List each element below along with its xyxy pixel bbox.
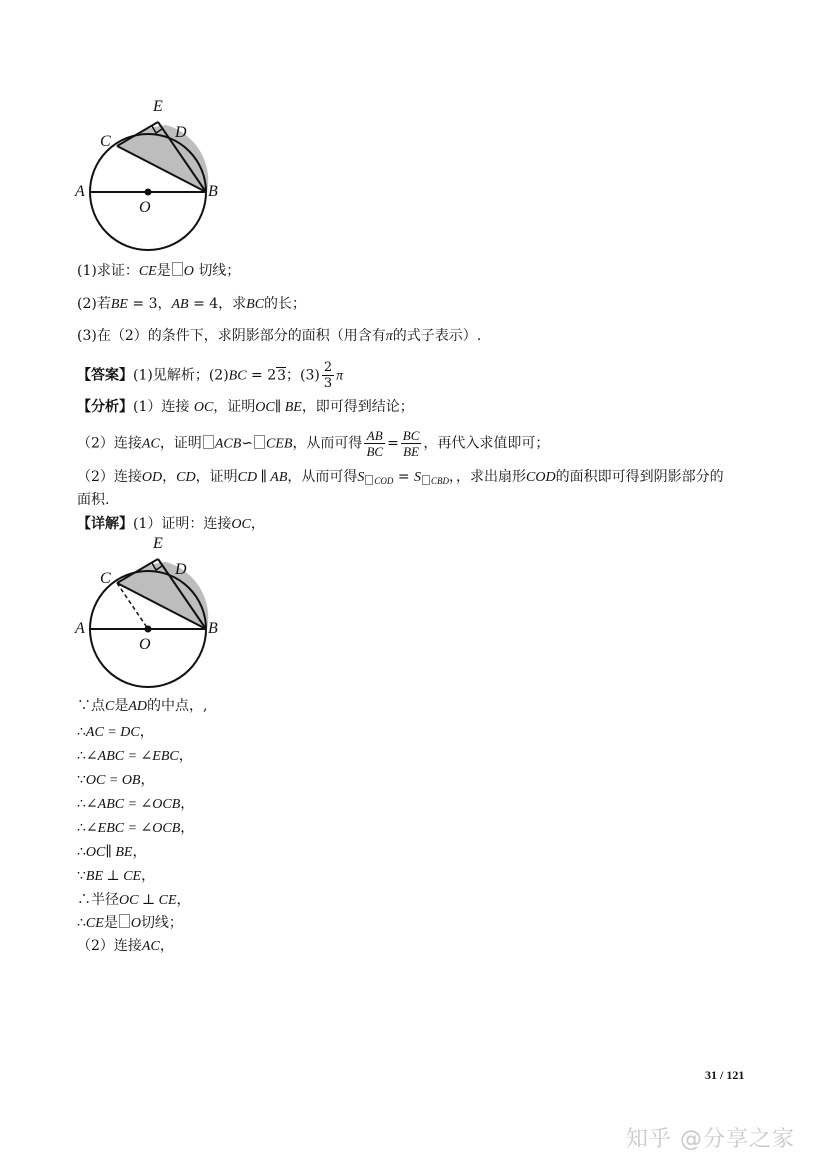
proof-line: ∵BE ⊥ CE， (77, 868, 156, 884)
proof-line: ∴AC = DC， (77, 724, 154, 740)
analysis-3: （2）连接OD，CD，证明CD ∥ AB，从而可得S $_{COD}$ = S $_{CBD}$，，求出扇形COD的面积即可得到阴影部分的 (77, 469, 724, 486)
analysis-2: （2）连接AC，证明 ACB∽ CEB，从而可得 $\frac{AB}{BC}$ = $\frac{BC}{BE}$ ，再代入求值即可； (77, 428, 550, 459)
question-3: (3)在（2）的条件下，求阴影部分的面积（用含有π的式子表示）. (77, 328, 482, 344)
label-a: A (75, 183, 85, 200)
detail-heading: 【详解】(1）证明：连接OC， (77, 516, 265, 532)
label-d: D (175, 561, 187, 578)
fraction: $\frac{AB}{BC}$ (366, 428, 384, 459)
proof-line: ∴OC∥ BE， (77, 844, 147, 860)
label-b: B (208, 620, 218, 637)
label-c: C (100, 570, 111, 587)
part-2-heading: （2）连接AC， (77, 938, 174, 954)
page-number: 31 / 121 (705, 1068, 745, 1082)
label-c: C (100, 133, 111, 150)
watermark: 知乎 @分享之家 (626, 1127, 795, 1152)
center-point (145, 626, 152, 633)
label-a: A (75, 620, 85, 637)
missing-glyph-icon (172, 262, 183, 276)
fraction: $\frac{2}{3}$ (323, 360, 333, 391)
question-2: (2)若BE = 3，AB = 4，求BC的长； (77, 296, 307, 312)
proof-line: ∵点C是AD的中点，, (77, 698, 208, 714)
question-1: (1)求证：CE是 O 切线； (77, 263, 241, 279)
proof-line: ∴CE是 O切线； (77, 915, 183, 931)
label-b: B (208, 183, 218, 200)
analysis-3-continued: 面积. (77, 492, 110, 508)
proof-line: ∴∠EBC = ∠OCB， (77, 820, 195, 836)
fraction: $\frac{BC}{BE}$ (402, 428, 420, 459)
missing-glyph-icon (119, 914, 130, 928)
missing-glyph-icon (203, 435, 214, 449)
label-d: D (175, 124, 187, 141)
proof-line: ∵OC = OB， (77, 772, 155, 788)
geometry-figure-1 (70, 95, 230, 255)
answer-line: 【答案】(1)见解析；(2)BC = 23；(3) $\frac{2}{3}$ π (77, 360, 344, 391)
label-o: O (139, 636, 151, 653)
proof-line: ∴∠ABC = ∠EBC， (77, 748, 193, 764)
center-point (145, 189, 152, 196)
missing-glyph-icon (254, 435, 265, 449)
label-o: O (139, 199, 151, 216)
label-e: E (153, 535, 163, 552)
analysis-1: 【分析】(1）连接 OC，证明OC∥ BE，即可得到结论； (77, 399, 414, 415)
proof-line: ∴半径OC ⊥ CE， (77, 892, 191, 908)
proof-line: ∴∠ABC = ∠OCB， (77, 796, 195, 812)
label-e: E (153, 98, 163, 115)
geometry-figure-2 (70, 532, 230, 692)
